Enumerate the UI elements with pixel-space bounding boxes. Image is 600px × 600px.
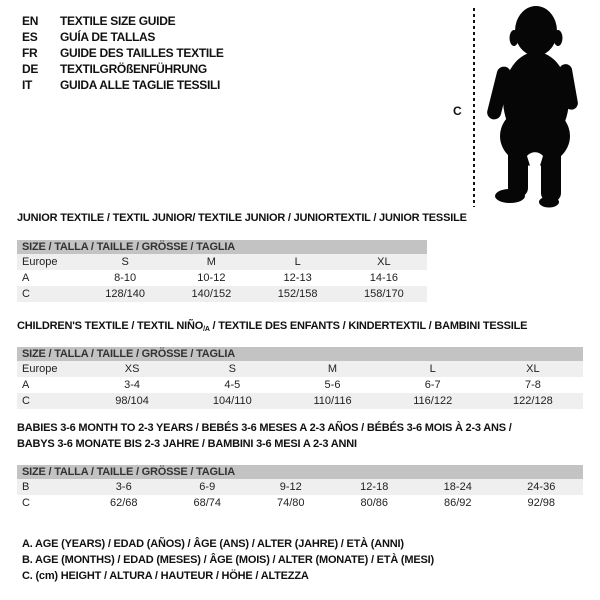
size-cell: XS bbox=[124, 363, 140, 375]
junior-table bbox=[17, 240, 427, 302]
height-measure-line bbox=[473, 8, 475, 207]
table-row bbox=[17, 377, 583, 393]
row-label: A bbox=[22, 379, 30, 391]
language-title: GUÍA DE TALLAS bbox=[60, 30, 156, 44]
footnote: C. (cm) HEIGHT / ALTURA / HAUTEUR / HÖHE / ALTEZZA bbox=[22, 570, 309, 582]
language-title: TEXTILE SIZE GUIDE bbox=[60, 14, 176, 28]
language-row bbox=[22, 61, 224, 77]
size-cell: 3-4 bbox=[124, 379, 141, 391]
size-cell: 110/116 bbox=[313, 395, 352, 407]
table-row bbox=[17, 479, 583, 495]
size-cell: M bbox=[327, 363, 338, 375]
child-silhouette-icon bbox=[486, 4, 582, 208]
row-label: A bbox=[22, 272, 30, 284]
language-title: GUIDA ALLE TAGLIE TESSILI bbox=[60, 78, 221, 92]
row-label: B bbox=[22, 481, 30, 493]
size-cell: 98/104 bbox=[115, 395, 149, 407]
table-row bbox=[17, 254, 427, 270]
size-cell: 80/86 bbox=[360, 497, 389, 509]
size-cell: 104/110 bbox=[212, 395, 252, 407]
size-cell: 62/68 bbox=[109, 497, 138, 509]
language-code: DE bbox=[22, 62, 39, 76]
table-row bbox=[17, 361, 583, 377]
language-code: ES bbox=[22, 30, 38, 44]
language-row bbox=[22, 29, 224, 45]
table-row bbox=[17, 286, 427, 302]
table-row bbox=[17, 393, 583, 409]
size-cell: 8-10 bbox=[114, 272, 137, 284]
size-cell: 24-36 bbox=[527, 481, 556, 493]
children-title-prefix: CHILDREN'S TEXTILE / TEXTIL NIÑO bbox=[17, 320, 204, 332]
language-code: EN bbox=[22, 14, 39, 28]
size-cell: 6-7 bbox=[424, 379, 441, 391]
size-cell: 9-12 bbox=[279, 481, 302, 493]
size-header: SIZE / TALLA / TAILLE / GRÖSSE / TAGLIA bbox=[17, 465, 583, 479]
size-cell: 68/74 bbox=[193, 497, 222, 509]
row-label: C bbox=[22, 395, 30, 407]
children-title-sub: /A bbox=[203, 326, 210, 333]
footnote: A. AGE (YEARS) / EDAD (AÑOS) / ÂGE (ANS) / ALTER (JAHRE) / ETÀ (ANNI) bbox=[22, 538, 404, 550]
babies-table-title-line2: BABYS 3-6 MONATE BIS 2-3 JAHRE / BAMBINI 3-6 MESI A 2-3 ANNI bbox=[17, 438, 357, 450]
size-header: SIZE / TALLA / TAILLE / GRÖSSE / TAGLIA bbox=[17, 240, 427, 254]
size-cell: L bbox=[294, 256, 301, 268]
size-cell: L bbox=[429, 363, 436, 375]
size-cell: 74/80 bbox=[276, 497, 305, 509]
children-table-title bbox=[17, 320, 527, 333]
size-cell: S bbox=[228, 363, 236, 375]
size-cell: 14-16 bbox=[369, 272, 398, 284]
language-code: FR bbox=[22, 46, 38, 60]
size-cell: M bbox=[206, 256, 216, 268]
footnotes bbox=[22, 536, 434, 584]
babies-table bbox=[17, 465, 583, 511]
language-code: IT bbox=[22, 78, 33, 92]
size-cell: 86/92 bbox=[443, 497, 472, 509]
size-cell: S bbox=[121, 256, 129, 268]
table-row bbox=[17, 270, 427, 286]
size-cell: 18-24 bbox=[443, 481, 472, 493]
size-cell: 92/98 bbox=[527, 497, 556, 509]
babies-table-title-line1: BABIES 3-6 MONTH TO 2-3 YEARS / BEBÉS 3-6 MESES A 2-3 AÑOS / BÉBÉS 3-6 MOIS À 2-3 ANS / bbox=[17, 422, 512, 434]
children-title-suffix: / TEXTILE DES ENFANTS / KINDERTEXTIL / BAMBINI TESSILE bbox=[209, 320, 528, 332]
size-cell: 5-6 bbox=[324, 379, 341, 391]
size-cell: XL bbox=[526, 363, 540, 375]
children-table bbox=[17, 347, 583, 409]
size-cell: XL bbox=[377, 256, 391, 268]
language-row bbox=[22, 45, 224, 61]
size-cell: 152/158 bbox=[277, 288, 318, 300]
size-cell: 4-5 bbox=[224, 379, 241, 391]
row-label: C bbox=[22, 497, 30, 509]
language-row bbox=[22, 77, 224, 93]
size-cell: 12-13 bbox=[283, 272, 312, 284]
row-label: Europe bbox=[22, 256, 58, 268]
footnote: B. AGE (MONTHS) / EDAD (MESES) / ÂGE (MOIS) / ALTER (MONATE) / ETÀ (MESI) bbox=[22, 554, 434, 566]
junior-table-title: JUNIOR TEXTILE / TEXTIL JUNIOR/ TEXTILE JUNIOR / JUNIORTEXTIL / JUNIOR TESSILE bbox=[17, 212, 467, 224]
size-cell: 158/170 bbox=[363, 288, 404, 300]
language-row bbox=[22, 13, 224, 29]
size-cell: 122/128 bbox=[513, 395, 553, 407]
size-cell: 10-12 bbox=[197, 272, 226, 284]
language-list bbox=[22, 13, 224, 93]
size-cell: 12-18 bbox=[360, 481, 389, 493]
size-cell: 128/140 bbox=[105, 288, 145, 300]
table-row bbox=[17, 495, 583, 511]
size-header: SIZE / TALLA / TAILLE / GRÖSSE / TAGLIA bbox=[17, 347, 583, 361]
language-title: GUIDE DES TAILLES TEXTILE bbox=[60, 46, 224, 60]
language-title: TEXTILGRÖßENFÜHRUNG bbox=[60, 62, 207, 76]
size-cell: 7-8 bbox=[524, 379, 541, 391]
row-label: Europe bbox=[22, 363, 58, 375]
size-cell: 116/122 bbox=[413, 395, 453, 407]
row-label: C bbox=[22, 288, 30, 300]
size-cell: 140/152 bbox=[191, 288, 232, 300]
height-measure-label: C bbox=[453, 104, 462, 118]
size-cell: 6-9 bbox=[199, 481, 216, 493]
size-cell: 3-6 bbox=[115, 481, 132, 493]
